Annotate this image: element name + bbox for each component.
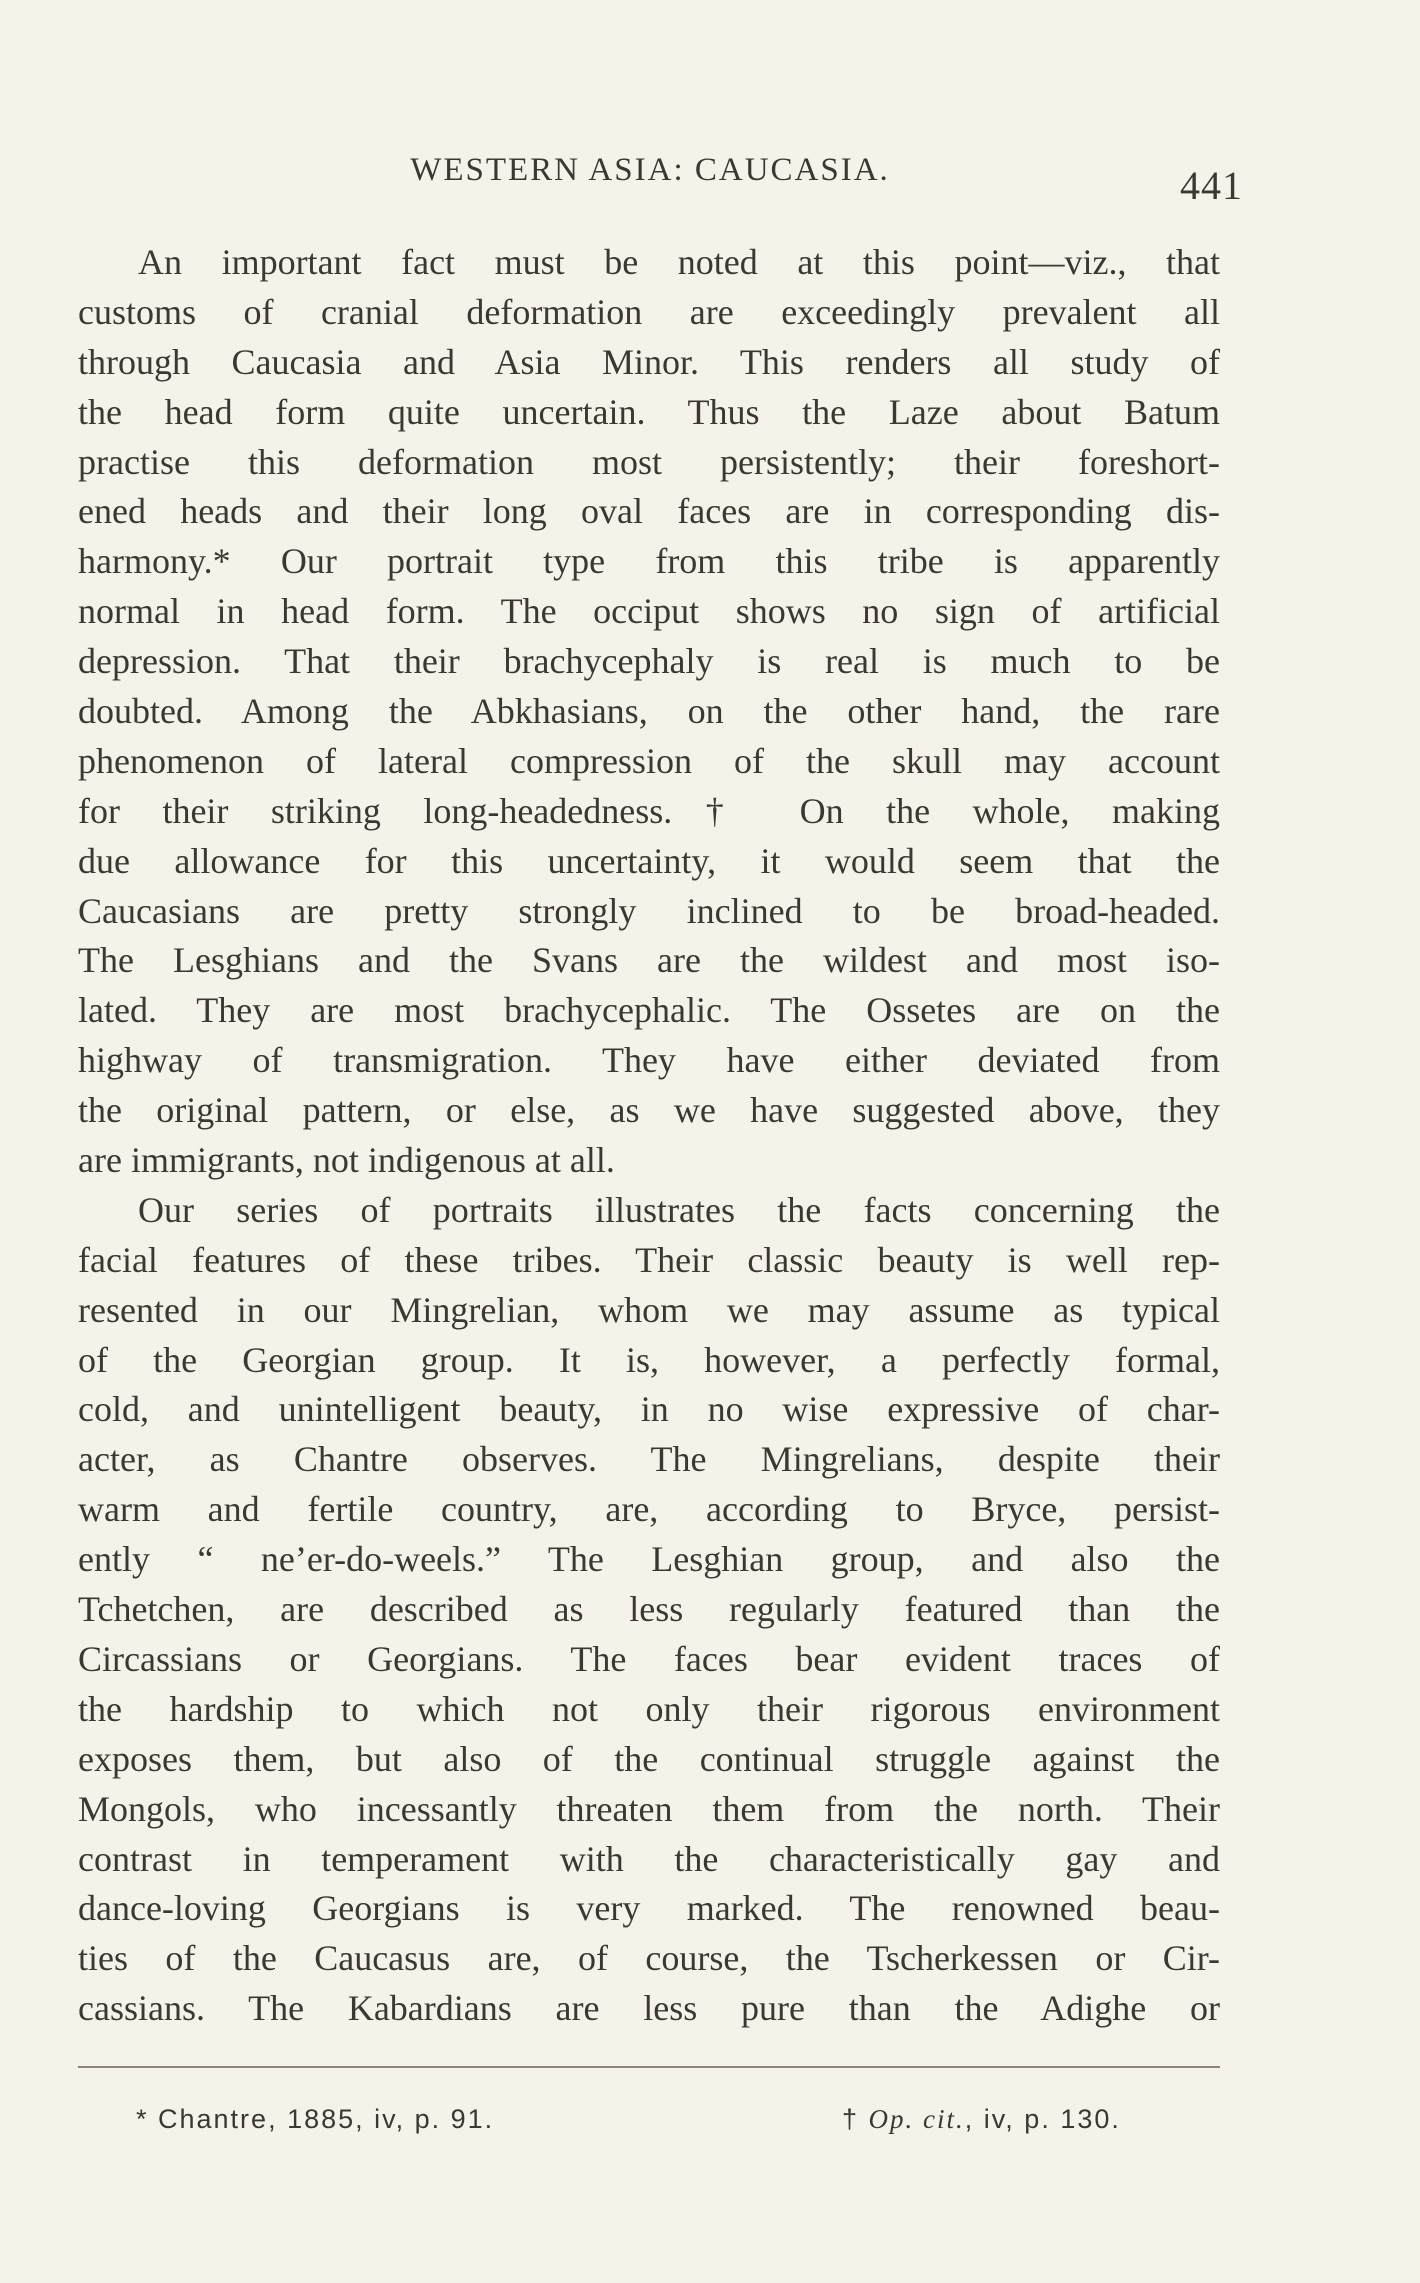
text-line: customs of cranial deformation are exceedingly prevalent all (78, 291, 1220, 332)
footnote-1: * Chantre, 1885, iv, p. 91. (136, 2104, 495, 2134)
text-line: doubted. Among the Abkhasians, on the other hand, the rare (78, 691, 1220, 732)
footnote-2-location: , iv, p. 130. (964, 2104, 1121, 2134)
text-line: Circassians or Georgians. The faces bear evident traces of (78, 1638, 1220, 1679)
text-line: acter, as Chantre observes. The Mingrelians, despite their (78, 1439, 1220, 1480)
text-line: through Caucasia and Asia Minor. This renders all study of (78, 341, 1220, 382)
text-line: highway of transmigration. They have either deviated from (78, 1040, 1220, 1081)
running-head (0, 148, 1420, 208)
text-line: An important fact must be noted at this point—viz., that (138, 242, 1220, 282)
text-line: due allowance for this uncertainty, it would seem that the (78, 840, 1220, 881)
text-line: the original pattern, or else, as we have suggested above, they (78, 1090, 1220, 1131)
text-line: cold, and unintelligent beauty, in no wise expressive of char- (78, 1389, 1220, 1430)
page-number: 441 (1180, 163, 1243, 208)
text-line: the hardship to which not only their rigorous environment (78, 1688, 1220, 1729)
footnote-2 (842, 2104, 1121, 2135)
text-line: lated. They are most brachycephalic. The Ossetes are on the (78, 990, 1220, 1031)
text-line: Tchetchen, are described as less regularly featured than the (78, 1589, 1220, 1630)
text-line: normal in head form. The occiput shows no sign of artificial (78, 591, 1220, 632)
text-line: practise this deformation most persistently; their foreshort- (78, 441, 1220, 482)
text-line: exposes them, but also of the continual struggle against the (78, 1738, 1220, 1779)
text-line: facial features of these tribes. Their classic beauty is well rep- (78, 1239, 1220, 1280)
text-line: depression. That their brachycephaly is real is much to be (78, 641, 1220, 682)
text-line: dance-loving Georgians is very marked. The renowned beau- (78, 1888, 1220, 1929)
text-line: warm and fertile country, are, according to Bryce, persist- (78, 1489, 1220, 1530)
footnote-2-citation: Op. cit. (868, 2104, 965, 2134)
footnotes (0, 2104, 1420, 2154)
text-line: ties of the Caucasus are, of course, the Tscherkessen or Cir- (78, 1938, 1220, 1979)
footnote-divider (78, 2066, 1220, 2068)
text-line: of the Georgian group. It is, however, a perfectly formal, (78, 1339, 1220, 1380)
text-line: resented in our Mingrelian, whom we may assume as typical (78, 1289, 1220, 1330)
text-line: Mongols, who incessantly threaten them from the north. Their (78, 1788, 1220, 1829)
text-line: cassians. The Kabardians are less pure than the Adighe or (78, 1988, 1220, 2029)
text-line: ened heads and their long oval faces are in corresponding dis- (78, 491, 1220, 532)
body-text (78, 238, 1220, 2034)
text-line: are immigrants, not indigenous at all. (78, 1140, 615, 1181)
running-title: WESTERN ASIA: CAUCASIA. (410, 152, 890, 188)
text-line: Caucasians are pretty strongly inclined to be broad-headed. (78, 890, 1220, 931)
text-line: for their striking long-headedness.† On the whole, making (78, 790, 1220, 831)
text-line: ently “ ne’er-do-weels.” The Lesghian group, and also the (78, 1539, 1220, 1580)
footnote-2-mark: † (842, 2104, 860, 2134)
text-line: The Lesghians and the Svans are the wildest and most iso- (78, 940, 1220, 981)
text-line: Our series of portraits illustrates the facts concerning the (138, 1189, 1220, 1230)
text-line: contrast in temperament with the characteristically gay and (78, 1838, 1220, 1879)
text-line: the head form quite uncertain. Thus the Laze about Batum (78, 391, 1220, 432)
text-line: phenomenon of lateral compression of the skull may account (78, 740, 1220, 781)
text-line: harmony.* Our portrait type from this tribe is apparently (78, 541, 1220, 582)
